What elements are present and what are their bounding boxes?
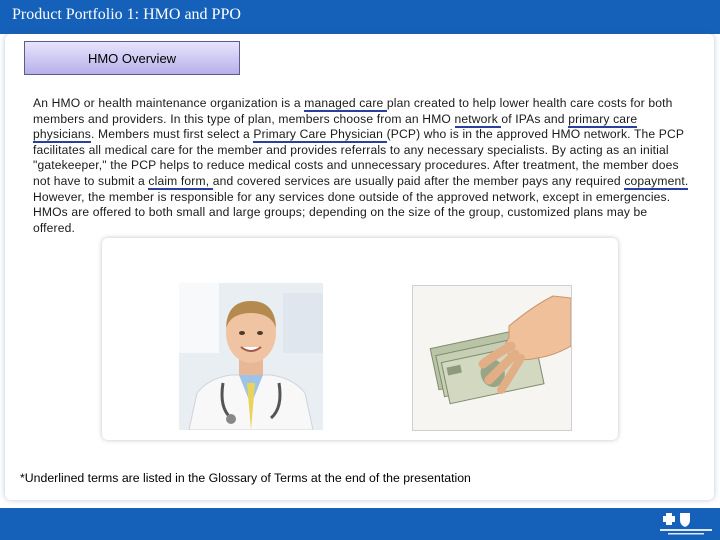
bottom-bar [0, 508, 720, 540]
section-tab-label: HMO Overview [87, 50, 177, 66]
glossary-term-copayment[interactable]: copayment. [624, 173, 689, 188]
text-segment: of IPAs and [501, 111, 569, 126]
hmo-description [33, 96, 689, 236]
slide-title: Product Portfolio 1: HMO and PPO [12, 6, 241, 23]
bluecross-blueshield-logo [658, 510, 714, 538]
text-segment: An HMO or health maintenance organization is a [33, 96, 305, 110]
title-bar [0, 0, 720, 34]
text-segment: (PCP) who is in the approved HMO network. The PCP facilitates all medical care for the member and provides referrals to any necessary specialists. By acting as an initial "gatekeeper," the PCP helps to reduce medical costs and unnecessary procedures. After treatment, the member does not have to submit a [33, 127, 684, 188]
glossary-term-network[interactable]: network [454, 111, 502, 126]
text-segment: plan created to help lower health care costs for both members and providers. In this type of plan, members choose from an HMO [33, 96, 673, 126]
doctor-illustration [179, 283, 323, 430]
glossary-term-primary-care-physician[interactable]: Primary Care Physician [253, 127, 387, 142]
doctor-photo [179, 283, 323, 430]
text-segment: and covered services are usually paid after the member pays any required [212, 173, 625, 188]
text-segment: . Members must first select a [90, 127, 254, 142]
money-hand-illustration [413, 286, 571, 430]
glossary-term-claim-form[interactable]: claim form, [148, 173, 213, 188]
section-tab-hmo-overview[interactable] [24, 41, 240, 75]
money-photo [412, 285, 572, 431]
glossary-term-managed-care[interactable]: managed care [304, 96, 387, 110]
footnote: *Underlined terms are listed in the Glossary of Terms at the end of the presentation [20, 471, 471, 485]
glossary-term-primary-care-physicians[interactable]: primary care physicians [33, 111, 638, 142]
text-segment: However, the member is responsible for any services done outside of the approved network, except in emergencies. HMOs are offered to both small and large groups; depending on the size of the group, customized plans may be offered. [33, 189, 671, 235]
